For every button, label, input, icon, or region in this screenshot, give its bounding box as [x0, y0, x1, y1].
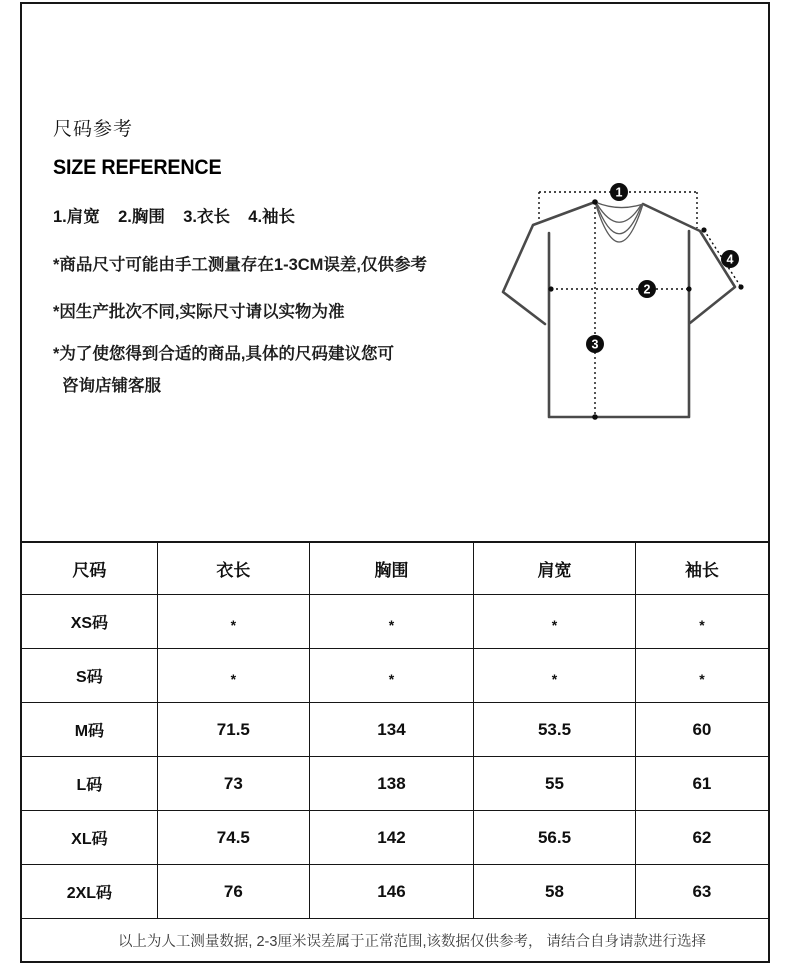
sleeve-line-bottom-dot: [738, 284, 743, 289]
row-2xl-size: 2XL码: [22, 865, 158, 919]
row-m-chest: 134: [310, 703, 474, 757]
row-l-length: 73: [158, 757, 310, 811]
row-xl-length: 74.5: [158, 811, 310, 865]
col-header-chest: 胸围: [310, 543, 474, 595]
row-2xl-chest: 146: [310, 865, 474, 919]
chest-line-left-dot: [548, 286, 553, 291]
note-size-advice-line1: *为了使您得到合适的商品,具体的尺码建议您可: [53, 345, 395, 363]
marker-4-number: 4: [726, 252, 734, 267]
marker-1-number: 1: [615, 185, 623, 200]
row-l-shoulder: 55: [474, 757, 636, 811]
col-header-shoulder: 肩宽: [474, 543, 636, 595]
note-size-advice-line2: 咨询店铺客服: [62, 377, 161, 395]
marker-3-number: 3: [591, 337, 599, 352]
length-line-bottom-dot: [592, 414, 598, 420]
chest-line-right-dot: [686, 286, 691, 291]
row-xs-sleeve: *: [636, 595, 768, 649]
row-s-length: *: [158, 649, 310, 703]
col-header-length: 衣长: [158, 543, 310, 595]
length-line-top-dot: [592, 199, 598, 205]
row-m-sleeve: 60: [636, 703, 768, 757]
row-xs-chest: *: [310, 595, 474, 649]
row-s-sleeve: *: [636, 649, 768, 703]
row-xs-length: *: [158, 595, 310, 649]
page-title-english: SIZE REFERENCE: [53, 156, 222, 179]
col-header-sleeve: 袖长: [636, 543, 768, 595]
col-header-size: 尺码: [22, 543, 158, 595]
measurement-legend: 1.肩宽 2.胸围 3.衣长 4.袖长: [53, 208, 296, 226]
row-m-length: 71.5: [158, 703, 310, 757]
page-title-chinese: 尺码参考: [53, 119, 134, 140]
tshirt-body-outline: [549, 231, 689, 417]
row-xs-shoulder: *: [474, 595, 636, 649]
row-s-chest: *: [310, 649, 474, 703]
row-2xl-sleeve: 63: [636, 865, 768, 919]
row-l-sleeve: 61: [636, 757, 768, 811]
sleeve-line-top-dot: [701, 227, 706, 232]
row-s-shoulder: *: [474, 649, 636, 703]
row-m-shoulder: 53.5: [474, 703, 636, 757]
row-m-size: M码: [22, 703, 158, 757]
row-xs-size: XS码: [22, 595, 158, 649]
note-production-batch: *因生产批次不同,实际尺寸请以实物为准: [53, 303, 345, 321]
row-xl-sleeve: 62: [636, 811, 768, 865]
tshirt-collar-top: [595, 202, 643, 208]
row-l-size: L码: [22, 757, 158, 811]
tshirt-measurement-diagram: [485, 180, 760, 435]
table-footnote: 以上为人工测量数据, 2-3厘米误差属于正常范围,该数据仅供参考， 请结合自身请款进行选择: [22, 919, 768, 961]
row-xl-size: XL码: [22, 811, 158, 865]
row-s-size: S码: [22, 649, 158, 703]
note-measurement-tolerance: *商品尺寸可能由手工测量存在1-3CM误差,仅供参考: [53, 256, 428, 274]
row-2xl-length: 76: [158, 865, 310, 919]
size-table: [22, 541, 768, 961]
row-l-chest: 138: [310, 757, 474, 811]
row-xl-shoulder: 56.5: [474, 811, 636, 865]
row-xl-chest: 142: [310, 811, 474, 865]
row-2xl-shoulder: 58: [474, 865, 636, 919]
outer-frame: [20, 2, 770, 963]
marker-2-number: 2: [643, 282, 651, 297]
